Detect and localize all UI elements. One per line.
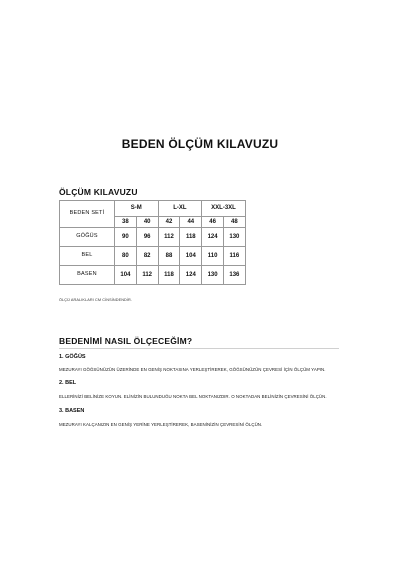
table-cell: 110 (202, 247, 224, 266)
size-number-cell: 44 (180, 217, 202, 228)
step-text-chest: MEZURAYI GÖĞSÜNÜZÜN ÜZERİNDE EN GENİŞ NOKTASINA YERLEŞTİREREK, GÖĞSÜNÜZÜN ÇEVRESİ İÇİN ÖLÇÜM YAPIN. (59, 367, 326, 372)
size-number-cell: 40 (136, 217, 158, 228)
size-table (59, 200, 246, 285)
step-heading-hip: 3. BASEN (59, 408, 85, 414)
step-heading-chest: 1. GÖĞÜS (59, 354, 86, 360)
row-label-hip: BASEN (60, 266, 115, 285)
table-cell: 130 (202, 266, 224, 285)
table-cell: 82 (136, 247, 158, 266)
table-cell: 104 (180, 247, 202, 266)
table-header-label: BEDEN SETİ (60, 201, 115, 228)
table-cell: 104 (115, 266, 137, 285)
size-group-header: XXL-3XL (202, 201, 246, 217)
how-to-measure-title: BEDENİMİ NASIL ÖLÇECEĞİM? (59, 336, 193, 346)
table-row (60, 247, 246, 266)
row-label-chest: GÖĞÜS (60, 228, 115, 247)
step-heading-waist: 2. BEL (59, 380, 77, 386)
size-number-cell: 38 (115, 217, 137, 228)
size-number-cell: 42 (158, 217, 180, 228)
table-cell: 118 (158, 266, 180, 285)
table-cell: 124 (202, 228, 224, 247)
section-divider (59, 348, 339, 349)
table-cell: 124 (180, 266, 202, 285)
size-group-header: S-M (115, 201, 159, 217)
page-title: BEDEN ÖLÇÜM KILAVUZU (121, 137, 279, 151)
table-footnote: ÖLÇÜ ARALIKLARI CM CİNSİNDENDİR. (59, 298, 133, 302)
table-row (60, 228, 246, 247)
size-group-header: L-XL (158, 201, 202, 217)
table-cell: 136 (223, 266, 245, 285)
size-number-cell: 46 (202, 217, 224, 228)
table-cell: 96 (136, 228, 158, 247)
table-row (60, 266, 246, 285)
table-cell: 118 (180, 228, 202, 247)
table-cell: 88 (158, 247, 180, 266)
table-cell: 112 (136, 266, 158, 285)
row-label-waist: BEL (60, 247, 115, 266)
step-text-hip: MEZURAYI KALÇANIZIN EN GENİŞ YERİNE YERLEŞTİREREK, BASENİNİZİN ÇEVRESİNİ ÖLÇÜN. (59, 422, 263, 427)
size-number-cell: 48 (223, 217, 245, 228)
size-guide-section-title: ÖLÇÜM KILAVUZU (59, 187, 138, 197)
table-cell: 80 (115, 247, 137, 266)
table-cell: 116 (223, 247, 245, 266)
table-cell: 130 (223, 228, 245, 247)
table-cell: 112 (158, 228, 180, 247)
step-text-waist: ELLERİNİZİ BELİNİZE KOYUN. ELİNİZİN BULUNDUĞU NOKTA BEL NOKTANIZDIR. O NOKTADAN BELİNİZİN ÇEVRESİNİ ÖLÇÜN. (59, 394, 327, 399)
table-cell: 90 (115, 228, 137, 247)
